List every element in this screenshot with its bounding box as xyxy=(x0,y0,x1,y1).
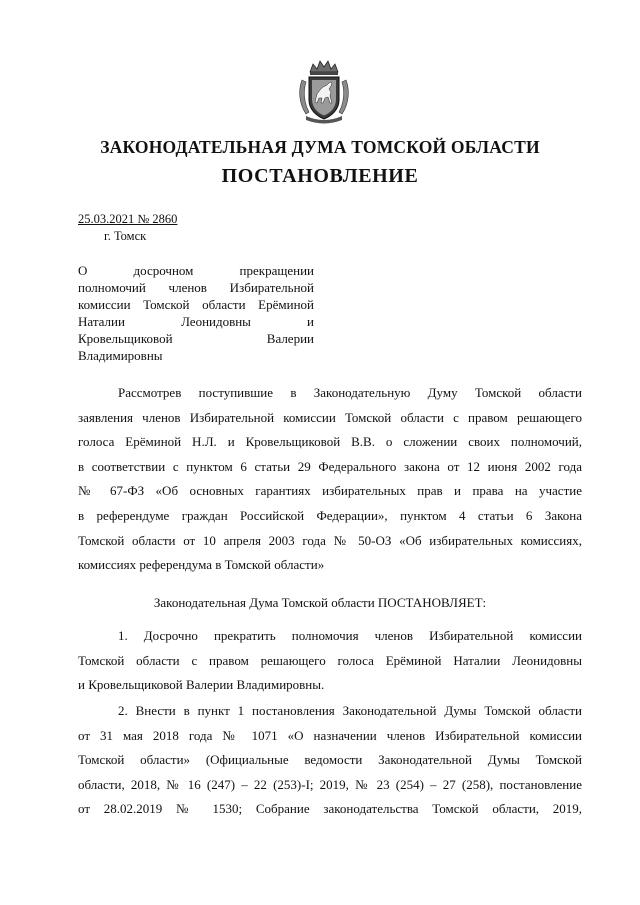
text-line: Томской области с правом решающего голоса Ерёминой Наталии Леонидовны xyxy=(78,652,582,668)
text-line: и Кровельщиковой Валерии Владимировны. xyxy=(78,677,325,693)
text-line: в соответствии с пунктом 6 статьи 29 Федерального закона от 12 июня 2002 года xyxy=(78,458,582,474)
coat-of-arms-icon xyxy=(296,58,352,126)
subject-line: комиссии Томской области Ерёминой xyxy=(78,297,314,312)
date-and-number: 25.03.2021 № 2860 xyxy=(78,212,178,226)
text-line: 1. Досрочно прекратить полномочия членов Избирательной комиссии xyxy=(118,628,582,643)
text-line: 2. Внести в пункт 1 постановления Законодательной Думы Томской области xyxy=(118,703,582,718)
subject-line: Владимировны xyxy=(78,348,163,363)
city: г. Томск xyxy=(104,229,147,243)
text-line: области, 2018, № 16 (247) – 22 (253)-I; 2019, № 23 (254) – 27 (258), постановление xyxy=(78,776,582,792)
text-line: № 67-ФЗ «Об основных гарантиях избирательных прав и права на участие xyxy=(78,483,582,499)
text-line: голоса Ерёминой Н.Л. и Кровельщиковой В.В. о сложении своих полномочий, xyxy=(78,434,582,450)
text-line: комиссиях референдума в Томской области» xyxy=(78,557,325,573)
text-line: Томской области от 10 апреля 2003 года № 50-ОЗ «Об избирательных комиссиях, xyxy=(78,532,582,548)
subject-line: Кровельщиковой Валерии xyxy=(78,331,314,346)
document-type-title: ПОСТАНОВЛЕНИЕ xyxy=(221,165,419,187)
text-line: в референдуме граждан Российской Федерации», пунктом 4 статьи 6 Закона xyxy=(78,507,582,523)
text-line: от 31 мая 2018 года № 1071 «О назначении членов Избирательной комиссии xyxy=(78,727,582,743)
resolution-phrase: Законодательная Дума Томской области ПОСТАНОВЛЯЕТ: xyxy=(153,595,487,610)
subject-line: полномочий членов Избирательной xyxy=(78,280,314,295)
item-2-paragraph xyxy=(78,699,582,822)
preamble-paragraph xyxy=(78,381,582,578)
text-line: заявления членов Избирательной комиссии Томской области с правом решающего xyxy=(78,409,582,425)
text-line: от 28.02.2019 № 1530; Собрание законодательства Томской области, 2019, xyxy=(78,801,582,817)
subject-line: Наталии Леонидовны и xyxy=(78,314,314,329)
organization-title: ЗАКОНОДАТЕЛЬНАЯ ДУМА ТОМСКОЙ ОБЛАСТИ xyxy=(100,137,540,157)
subject-block xyxy=(78,262,314,364)
subject-line: О досрочном прекращении xyxy=(78,263,314,278)
item-1-paragraph xyxy=(78,624,582,698)
text-line: Рассмотрев поступившие в Законодательную Думу Томской области xyxy=(118,385,582,400)
text-line: Томской области» (Официальные ведомости Законодательной Думы Томской xyxy=(78,752,582,768)
